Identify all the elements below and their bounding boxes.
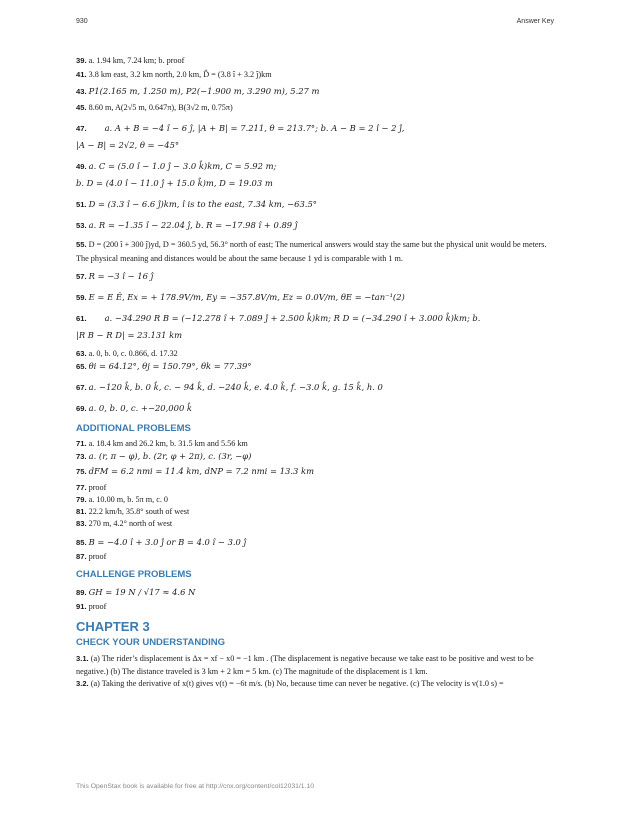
answer-63: 63. a. 0, b. 0, c. 0.866, d. 17.32 — [76, 349, 178, 358]
answer-55: 55. D = (200 î + 300 ĵ)yd, D = 360.5 yd, 56.3° north of east; The numerical answers would stay the same but the physical unit would be meters. The physical meaning and distances would be about the same because 1 yd is comparable with 1 m. — [76, 240, 547, 263]
answer-3-1: 3.1. (a) The rider’s displacement is Δx = xf − x0 = −1 km . (The displacement is negative because we take east to be positive and west to be negative.) (b) The distance traveled is 3 km + 2 km = 5 km. (c) The magnitude of the displacement is 1 km. — [76, 654, 534, 676]
answer-71: 71. a. 18.4 km and 26.2 km, b. 31.5 km and 5.56 km — [76, 439, 248, 448]
answer-75: 75. dFM = 6.2 nmi = 11.4 km, dNP = 7.2 nmi = 13.3 km — [76, 466, 315, 476]
answer-49: 49. a. C = (5.0 î − 1.0 ĵ − 3.0 k̂)km, C = 5.92 m; — [76, 161, 277, 171]
answer-83: 83. 270 m, 4.2° north of west — [76, 519, 173, 528]
answer-77: 77. proof — [76, 483, 107, 492]
answer-67: 67. a. −120 k̂, b. 0 k̂, c. − 94 k̂, d. −240 k̂, e. 4.0 k̂, f. −3.0 k̂, g. 15 k̂, h. 0 — [76, 382, 383, 392]
answer-43: 43. P1(2.165 m, 1.250 m), P2(−1.900 m, 3.290 m), 5.27 m — [76, 86, 320, 96]
answer-87: 87. proof — [76, 552, 107, 561]
answer-3-2: 3.2. (a) Taking the derivative of x(t) gives v(t) = −6t m/s. (b) No, because time can never be negative. (c) The velocity is v(1.0 s) = — [76, 679, 504, 688]
answer-57: 57. R = −3 î − 16 ĵ — [76, 271, 154, 281]
answer-69: 69. a. 0, b. 0, c. +−20,000 k̂ — [76, 403, 193, 413]
answer-81: 81. 22.2 km/h, 35.8° south of west — [76, 507, 190, 516]
answer-73: 73. a. (r, π − φ), b. (2r, φ + 2π), c. (3r, −φ) — [76, 451, 252, 461]
running-title: Answer Key — [516, 18, 554, 25]
additional-problems-heading: ADDITIONAL PROBLEMS — [76, 423, 191, 434]
answer-53: 53. a. R = −1.35 î − 22.04 ĵ, b. R = −17.98 î + 0.89 ĵ — [76, 220, 298, 230]
answer-91: 91. proof — [76, 602, 107, 611]
answer-list — [76, 55, 554, 690]
answer-49-cont: b. D = (4.0 î − 11.0 ĵ + 15.0 k̂)m, D = 19.03 m — [76, 178, 273, 188]
answer-59: 59. E = E Ê, Ex = + 178.9V/m, Ey = −357.8V/m, Ez = 0.0V/m, θE = −tan⁻¹(2) — [76, 292, 405, 302]
check-understanding-heading: CHECK YOUR UNDERSTANDING — [76, 637, 226, 648]
answer-51: 51. D = (3.3 î − 6.6 ĵ)km, î is to the east, 7.34 km, −63.5° — [76, 199, 317, 209]
answer-39: 39. a. 1.94 km, 7.24 km; b. proof — [76, 56, 185, 65]
answer-79: 79. a. 10.00 m, b. 5π m, c. 0 — [76, 495, 169, 504]
answer-61-cont: |R B − R D| = 23.131 km — [76, 330, 183, 340]
answer-85: 85. B = −4.0 î + 3.0 ĵ or B = 4.0 î − 3.0 ĵ — [76, 537, 247, 547]
answer-47-cont: |A − B| = 2√2, θ = −45° — [76, 140, 180, 150]
answer-47: 47. a. A + B = −4 î − 6 ĵ, |A + B| = 7.211, θ = 213.7°; b. A − B = 2 î − 2 ĵ, — [76, 123, 405, 133]
page-number: 930 — [76, 18, 88, 25]
answer-89: 89. GH = 19 N / √17 ≈ 4.6 N — [76, 587, 196, 597]
page-footer: This OpenStax book is available for free at http://cnx.org/content/col12031/1.10 — [76, 783, 315, 790]
chapter-heading: CHAPTER 3 — [76, 619, 150, 634]
challenge-problems-heading: CHALLENGE PROBLEMS — [76, 569, 192, 580]
answer-65: 65. θi = 64.12°, θj = 150.79°, θk = 77.39° — [76, 361, 252, 371]
answer-45: 45. 8.60 m, A(2√5 m, 0.647π), B(3√2 m, 0.75π) — [76, 103, 233, 112]
answer-61: 61. a. −34.290 R B = (−12.278 î + 7.089 ĵ + 2.500 k̂)km; R D = (−34.290 î + 3.000 k̂)km; b. — [76, 313, 481, 323]
answer-41: 41. 3.8 km east, 3.2 km north, 2.0 km, D̂ = (3.8 î + 3.2 ĵ)km — [76, 70, 272, 79]
